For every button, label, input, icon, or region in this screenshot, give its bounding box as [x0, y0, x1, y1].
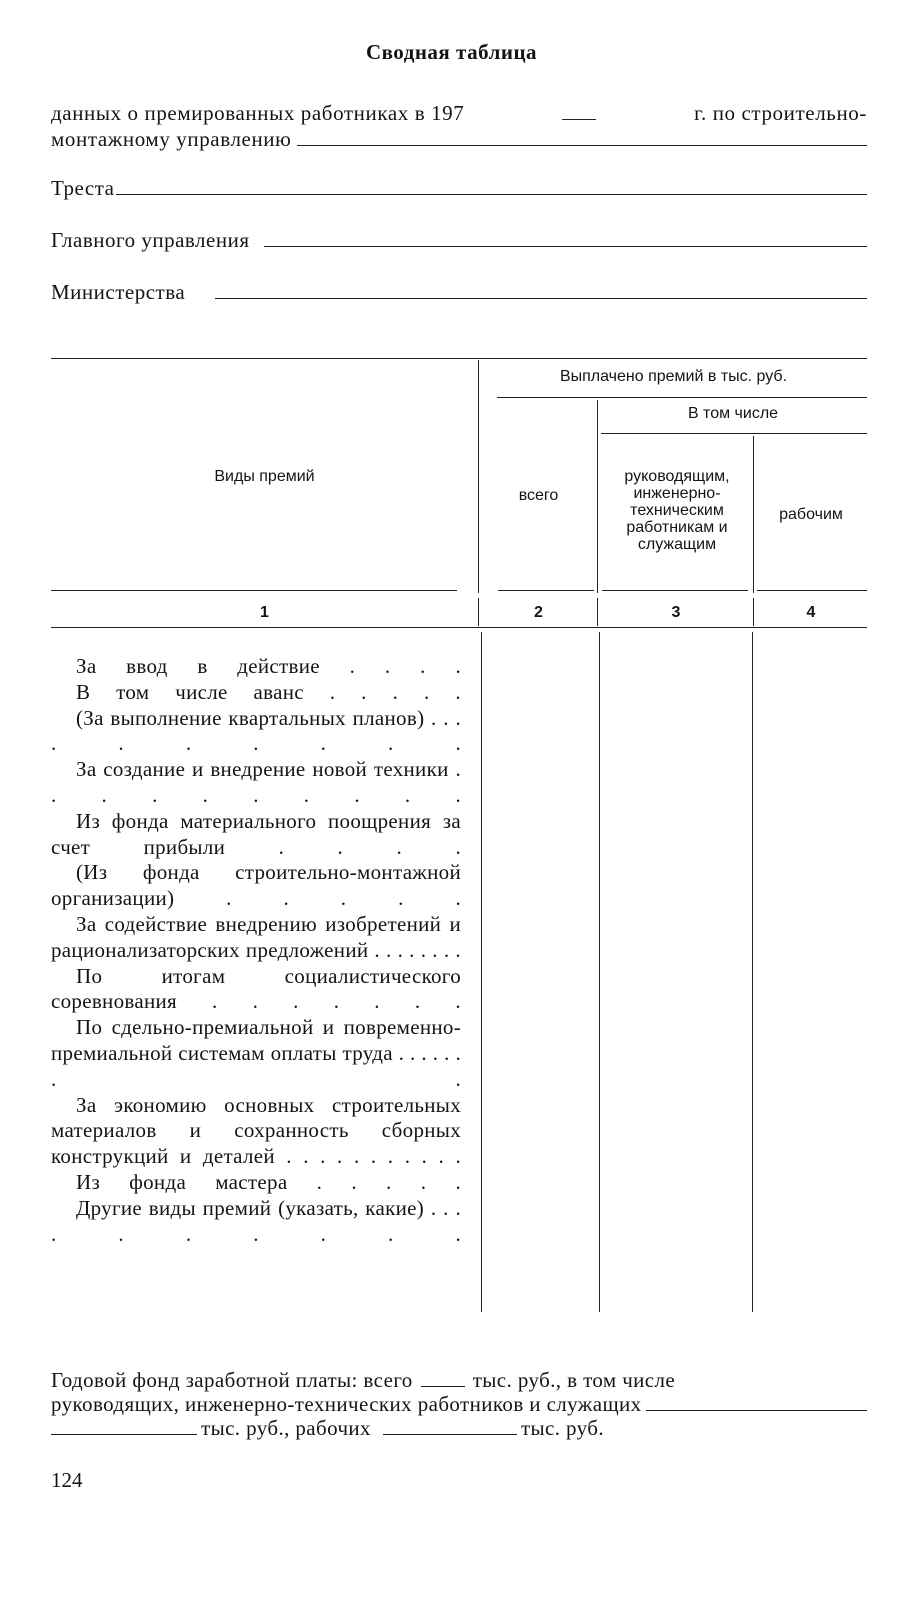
bonus-kinds-list: [51, 654, 461, 1247]
paid-header-rule: [497, 397, 867, 398]
trust-field: [51, 176, 867, 201]
footer-line3-start: тыс. руб., рабочих: [201, 1416, 371, 1440]
header-bottom-rule-4: [757, 590, 867, 591]
column-number-4: 4: [806, 604, 816, 621]
main-directorate-label: Главного управления: [51, 228, 250, 252]
header-bottom-rule-3: [602, 590, 748, 591]
body-divider-3: [752, 632, 753, 1312]
footer-line1-start: Годовой фонд заработной платы: всего: [51, 1368, 413, 1392]
header-bottom-rule-1: [51, 590, 457, 591]
list-item: За ввод в действие . . . .: [76, 654, 461, 678]
list-item: Другие виды премий (указать, какие) . . . . . . . . . .: [51, 1195, 461, 1246]
list-item: За экономию основных строительных материалов и сохранность сборных конструкций и деталей . . . . . . . . . . .: [51, 1092, 461, 1169]
list-item: (Из фонда строительно-монтажной организации) . . . . .: [51, 860, 461, 911]
column-number-3: 3: [671, 604, 681, 621]
list-item: (За выполнение квартальных планов) . . . . . . . . . .: [51, 705, 461, 756]
list-item: По сдельно-премиальной и повременно-премиальной системам оплаты труда . . . . . . . .: [51, 1015, 461, 1091]
number-divider-3: [753, 598, 754, 626]
column-number-1: 1: [260, 604, 269, 621]
list-item: Из фонда материального поощрения за счет прибыли . . . .: [51, 808, 461, 859]
body-divider-1: [481, 632, 482, 1312]
body-divider-2: [599, 632, 600, 1312]
main-directorate-blank[interactable]: [264, 228, 868, 247]
header-including: В том числе: [687, 405, 779, 422]
including-header-rule: [601, 433, 867, 434]
header-divider-kinds: [478, 360, 479, 593]
main-directorate-field: [51, 228, 867, 253]
ministry-blank[interactable]: [215, 280, 867, 299]
year-blank[interactable]: [562, 101, 596, 120]
page-number: 124: [51, 1468, 83, 1492]
footer-line1-end: тыс. руб., в том числе: [472, 1368, 676, 1392]
header-workers: рабочим: [779, 506, 843, 523]
managers-fund-blank-1[interactable]: [646, 1392, 867, 1411]
header-total: всего: [518, 487, 559, 504]
intro-text: [51, 100, 867, 152]
header-divider-total: [597, 400, 598, 593]
header-bottom-rule-2: [498, 590, 594, 591]
ministry-field: [51, 280, 867, 305]
list-item: По итогам социалистического соревнования . . . . . . .: [51, 963, 461, 1014]
list-item: За создание и внедрение новой техники . . . . . . . . . .: [51, 757, 461, 807]
intro-line2: монтажному управлению: [51, 127, 292, 151]
numbers-bottom-rule: [51, 627, 867, 628]
list-item: В том числе аванс . . . . .: [76, 679, 461, 704]
footer-line3-end: тыс. руб.: [520, 1416, 605, 1440]
trust-blank[interactable]: [116, 176, 867, 195]
administration-blank[interactable]: [297, 127, 867, 146]
total-fund-blank[interactable]: [421, 1368, 465, 1387]
ministry-label: Министерства: [51, 280, 186, 304]
header-divider-managers: [753, 436, 754, 593]
number-divider-1: [478, 598, 479, 626]
column-number-2: 2: [534, 604, 543, 621]
intro-line1-end: г. по строительно-: [694, 101, 867, 125]
number-divider-2: [597, 598, 598, 626]
managers-fund-blank-2[interactable]: [51, 1416, 197, 1435]
header-paid-bonuses: Выплачено премий в тыс. руб.: [559, 368, 788, 385]
trust-label: Треста: [51, 176, 115, 200]
header-managers: руководящим, инженерно-техническим работникам и служащим: [624, 468, 730, 553]
list-item: Из фонда мастера . . . . .: [76, 1169, 461, 1194]
header-kinds-of-bonuses: Виды премий: [214, 468, 315, 485]
list-item: За содействие внедрению изобретений и рационализаторских предложений . . . . . . . .: [51, 911, 461, 962]
table-top-rule: [51, 358, 867, 359]
intro-line1-start: данных о премированных работниках в 197: [51, 101, 465, 125]
annual-fund-text: [51, 1368, 867, 1440]
document-title: Сводная таблица: [365, 40, 538, 64]
footer-line2: руководящих, инженерно-технических работников и служащих: [51, 1392, 642, 1416]
workers-fund-blank[interactable]: [383, 1416, 517, 1435]
